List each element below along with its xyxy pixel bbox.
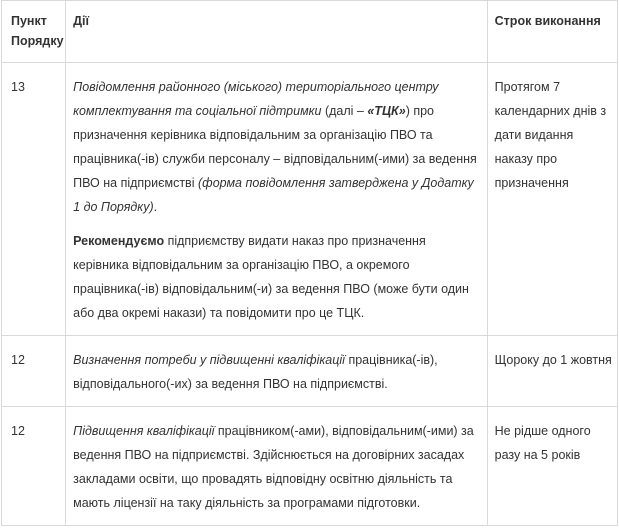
action-italic-text: Повідомлення районного (міського) територіального центру комплектування та соціальної підтримки [73,80,439,118]
row-number: 12 [2,407,66,526]
recommendation-text: підприємству видати наказ про призначення керівника відповідальним за організацію ПВО, а окремого працівника(-ів) відповідальним(-и) за ведення ПВО (може бути один або два окремі накази) та повідомити про це ТЦК. [73,234,469,320]
action-paragraph [73,75,481,219]
row-deadline: Щороку до 1 жовтня [487,336,617,407]
row-action [66,336,488,407]
action-bold-italic-text: «ТЦК» [367,104,406,118]
action-italic-text: (форма повідомлення затверджена у Додатку 1 до Порядку) [73,176,474,214]
action-text: (далі – [321,104,368,118]
procedure-table [1,0,618,526]
action-text: . [153,200,158,214]
action-italic-text: Підвищення кваліфікації [73,424,215,438]
recommendation-bold-text: Рекомендуємо [73,234,165,248]
recommendation-paragraph [73,229,481,325]
row-number: 13 [2,63,66,336]
action-text: працівника(-ів), відповідального(-их) за ведення ПВО на підприємстві. [73,353,438,391]
row-deadline: Не рідше одного разу на 5 років [487,407,617,526]
table-row [2,407,618,526]
header-deadline: Строк виконання [487,1,617,63]
row-action [66,407,488,526]
row-deadline: Протягом 7 календарних днів з дати видання наказу про призначення [487,63,617,336]
header-actions: Дії [66,1,488,63]
table-row [2,63,618,336]
action-text: ) про призначення керівника відповідальним за організацію ПВО та працівника(-ів) служби персоналу – відповідальним(-ими) за ведення ПВО на підприємстві [73,104,477,190]
action-text: працівником(-ами), відповідальним(-ими) за ведення ПВО на підприємстві. Здійснюється на договірних засадах закладами освіти, що провадять відповідну освітню діяльність та мають ліцензії на таку діяльність за програмами підготовки. [73,424,474,510]
table-row [2,336,618,407]
row-action [66,63,488,336]
row-number: 12 [2,336,66,407]
action-italic-text: Визначення потреби у підвищенні кваліфікації [73,353,345,367]
header-number: Пункт Порядку [2,1,66,63]
table-header-row [2,1,618,63]
